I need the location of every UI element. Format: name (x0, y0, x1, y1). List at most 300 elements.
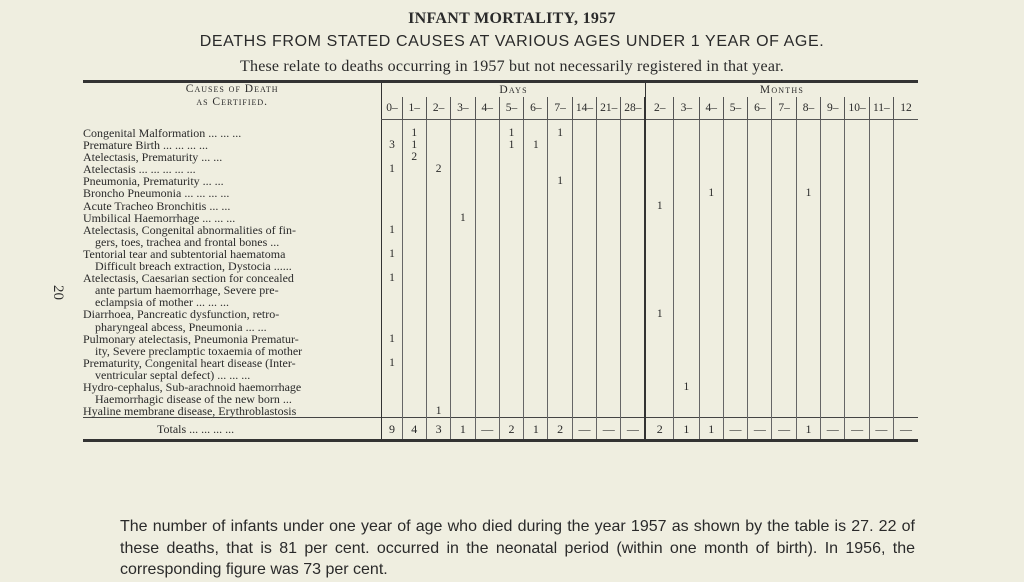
death-count-cell (572, 248, 596, 272)
death-count-cell (845, 224, 869, 248)
spacer-cell (894, 120, 918, 128)
death-count-cell (748, 200, 772, 212)
death-count-cell (524, 212, 548, 224)
day-column-header: 3– (451, 97, 475, 120)
death-count-cell (524, 381, 548, 405)
total-cell: — (621, 418, 645, 441)
cause-line: ventricular septal defect) ... ... ... (95, 367, 251, 382)
death-count-cell: 1 (382, 272, 402, 308)
death-count-cell (597, 200, 621, 212)
death-count-cell (548, 248, 572, 272)
total-cell: 1 (699, 418, 723, 441)
cause-line: Premature Birth ... ... ... ... (83, 138, 208, 153)
death-count-cell (869, 381, 893, 405)
death-count-cell (869, 248, 893, 272)
death-count-cell (674, 272, 699, 308)
death-count-cell (402, 163, 426, 175)
death-count-cell (645, 212, 673, 224)
death-count-cell (869, 151, 893, 163)
death-count-cell (821, 175, 845, 187)
death-count-cell (475, 272, 499, 308)
death-count-cell (796, 405, 820, 418)
death-count-cell (869, 212, 893, 224)
total-cell: 2 (548, 418, 572, 441)
death-count-cell: 1 (426, 405, 450, 418)
table-row (83, 272, 918, 308)
death-count-cell (748, 248, 772, 272)
death-count-cell (621, 187, 645, 199)
cause-of-death (83, 200, 382, 212)
death-count-cell (772, 212, 796, 224)
death-count-cell (499, 248, 523, 272)
total-cell: — (475, 418, 499, 441)
death-count-cell (748, 308, 772, 332)
death-count-cell (894, 212, 918, 224)
death-count-cell (499, 224, 523, 248)
cause-line: Prematurity, Congenital heart disease (Inter- (83, 355, 296, 370)
death-count-cell (475, 308, 499, 332)
death-count-cell (499, 308, 523, 332)
death-count-cell: 1 (645, 200, 673, 212)
death-count-cell (499, 212, 523, 224)
death-count-cell (772, 405, 796, 418)
death-count-cell (597, 187, 621, 199)
death-count-cell (597, 212, 621, 224)
death-count-cell (772, 357, 796, 381)
conclusion-paragraph: The number of infants under one year of age who died during the year 1957 as shown by the table is 27. 22 of these deaths, that is 81 per cent. occurred in the neonatal period (within one month of birth). In 1956, the corresponding figure was 73 per cent. (120, 518, 915, 578)
month-column-header: 9– (821, 97, 845, 120)
death-count-cell (748, 175, 772, 187)
death-count-cell (621, 381, 645, 405)
death-count-cell (699, 163, 723, 175)
death-count-cell (451, 187, 475, 199)
death-count-cell (894, 381, 918, 405)
death-count-cell (845, 127, 869, 139)
cause-line: Tentorial tear and subtentorial haematoma (83, 246, 286, 261)
death-count-cell (475, 381, 499, 405)
death-count-cell (869, 127, 893, 139)
month-column-header: 7– (772, 97, 796, 120)
death-count-cell: 1 (499, 127, 523, 139)
total-cell: — (772, 418, 796, 441)
death-count-cell (597, 151, 621, 163)
death-count-cell (748, 127, 772, 139)
spacer-cell (674, 120, 699, 128)
death-count-cell (748, 163, 772, 175)
death-count-cell (402, 224, 426, 248)
death-count-cell (499, 333, 523, 357)
day-column-header: 21– (597, 97, 621, 120)
cause-line: Hyaline membrane disease, Erythroblastosis (83, 404, 297, 419)
death-count-cell (645, 187, 673, 199)
death-count-cell (699, 175, 723, 187)
death-count-cell (572, 381, 596, 405)
death-count-cell (674, 187, 699, 199)
death-count-cell (699, 248, 723, 272)
death-count-cell: 1 (382, 248, 402, 272)
day-column-header: 14– (572, 97, 596, 120)
death-count-cell (402, 272, 426, 308)
total-cell: 2 (645, 418, 673, 441)
death-count-cell (796, 200, 820, 212)
table-row (83, 333, 918, 357)
death-count-cell (621, 357, 645, 381)
death-count-cell (524, 151, 548, 163)
spacer-cell (426, 120, 450, 128)
death-count-cell (796, 127, 820, 139)
death-count-cell: 1 (796, 187, 820, 199)
death-count-cell (524, 308, 548, 332)
death-count-cell (621, 224, 645, 248)
month-column-header: 6– (748, 97, 772, 120)
death-count-cell (475, 248, 499, 272)
death-count-cell (894, 405, 918, 418)
death-count-cell (597, 308, 621, 332)
death-count-cell (475, 163, 499, 175)
death-count-cell (475, 405, 499, 418)
death-count-cell (674, 175, 699, 187)
month-column-header: 4– (699, 97, 723, 120)
death-count-cell (621, 200, 645, 212)
death-count-cell (845, 151, 869, 163)
death-count-cell (796, 248, 820, 272)
death-count-cell (699, 272, 723, 308)
death-count-cell (796, 381, 820, 405)
death-count-cell (674, 212, 699, 224)
death-count-cell (645, 357, 673, 381)
cause-of-death (83, 357, 382, 381)
death-count-cell: 1 (524, 139, 548, 151)
total-cell: 9 (382, 418, 402, 441)
spacer-cell (524, 120, 548, 128)
death-count-cell (524, 224, 548, 248)
death-count-cell (548, 212, 572, 224)
death-count-cell (382, 405, 402, 418)
cause-of-death (83, 187, 382, 199)
month-column-header: 10– (845, 97, 869, 120)
death-count-cell (748, 357, 772, 381)
death-count-cell (548, 187, 572, 199)
death-count-cell (499, 357, 523, 381)
death-count-cell (572, 333, 596, 357)
death-count-cell (674, 308, 699, 332)
death-count-cell (382, 151, 402, 163)
month-column-header: 8– (796, 97, 820, 120)
day-column-header: 6– (524, 97, 548, 120)
death-count-cell (699, 333, 723, 357)
death-count-cell (524, 405, 548, 418)
death-count-cell (821, 163, 845, 175)
spacer-cell (821, 120, 845, 128)
death-count-cell (548, 151, 572, 163)
spacer-cell (699, 120, 723, 128)
page-subtitle: DEATHS FROM STATED CAUSES AT VARIOUS AGES UNDER 1 YEAR OF AGE. (199, 33, 825, 50)
death-count-cell (597, 139, 621, 151)
death-count-cell (548, 357, 572, 381)
death-count-cell (524, 127, 548, 139)
death-count-cell (572, 127, 596, 139)
death-count-cell (524, 357, 548, 381)
spacer-cell (869, 120, 893, 128)
death-count-cell (821, 357, 845, 381)
death-count-cell (451, 139, 475, 151)
death-count-cell (772, 175, 796, 187)
death-count-cell (723, 248, 747, 272)
death-count-cell (723, 357, 747, 381)
death-count-cell (426, 151, 450, 163)
death-count-cell (451, 381, 475, 405)
death-count-cell (894, 175, 918, 187)
table-row (83, 212, 918, 224)
death-count-cell (723, 405, 747, 418)
death-count-cell (772, 333, 796, 357)
death-count-cell (499, 381, 523, 405)
death-count-cell (869, 308, 893, 332)
death-count-cell: 1 (402, 139, 426, 151)
spacer-cell (572, 120, 596, 128)
death-count-cell (451, 272, 475, 308)
death-count-cell (597, 163, 621, 175)
totals-label: Totals ... ... ... ... (83, 418, 382, 441)
death-count-cell (451, 151, 475, 163)
death-count-cell (572, 200, 596, 212)
death-count-cell: 1 (645, 308, 673, 332)
death-count-cell (402, 200, 426, 212)
cause-line: Hydro-cephalus, Sub-arachnoid haemorrhage (83, 379, 302, 394)
death-count-cell (402, 212, 426, 224)
death-count-cell (845, 163, 869, 175)
total-cell: — (572, 418, 596, 441)
death-count-cell (548, 200, 572, 212)
death-count-cell (674, 405, 699, 418)
death-count-cell (597, 272, 621, 308)
table-row (83, 405, 918, 418)
death-count-cell (845, 248, 869, 272)
death-count-cell (894, 163, 918, 175)
death-count-cell (674, 163, 699, 175)
death-count-cell (699, 308, 723, 332)
death-count-cell (548, 405, 572, 418)
death-count-cell (499, 200, 523, 212)
total-cell: — (821, 418, 845, 441)
death-count-cell (821, 212, 845, 224)
death-count-cell (821, 248, 845, 272)
death-count-cell (426, 224, 450, 248)
death-count-cell (748, 333, 772, 357)
day-column-header: 0– (382, 97, 402, 120)
death-count-cell (524, 200, 548, 212)
spacer-cell (475, 120, 499, 128)
death-count-cell: 1 (499, 139, 523, 151)
death-count-cell (572, 405, 596, 418)
death-count-cell (772, 163, 796, 175)
death-count-cell (645, 127, 673, 139)
death-count-cell (821, 151, 845, 163)
death-count-cell (869, 357, 893, 381)
day-column-header: 1– (402, 97, 426, 120)
cause-line: pharyngeal abcess, Pneumonia ... ... (95, 319, 267, 334)
death-count-cell: 1 (382, 333, 402, 357)
death-count-cell (548, 333, 572, 357)
cause-line: Pulmonary atelectasis, Pneumonia Prematur- (83, 331, 299, 346)
death-count-cell (723, 187, 747, 199)
death-count-cell (402, 308, 426, 332)
death-count-cell (426, 272, 450, 308)
death-count-cell (451, 405, 475, 418)
totals-row (83, 418, 918, 441)
death-count-cell (548, 139, 572, 151)
death-count-cell (821, 200, 845, 212)
death-count-cell (645, 224, 673, 248)
cause-line: ante partum haemorrhage, Severe pre- (95, 283, 279, 298)
death-count-cell (674, 333, 699, 357)
death-count-cell (451, 224, 475, 248)
cause-line: ity, Severe preclamptic toxaemia of mother (95, 343, 303, 358)
death-count-cell (426, 248, 450, 272)
death-count-cell (723, 127, 747, 139)
death-count-cell (572, 151, 596, 163)
total-cell: 3 (426, 418, 450, 441)
death-count-cell (645, 151, 673, 163)
death-count-cell (451, 333, 475, 357)
death-count-cell (499, 272, 523, 308)
death-count-cell (723, 212, 747, 224)
death-count-cell (597, 248, 621, 272)
page-number: 20 (50, 285, 66, 300)
death-count-cell (821, 381, 845, 405)
total-cell: — (597, 418, 621, 441)
table-row (83, 357, 918, 381)
death-count-cell (382, 200, 402, 212)
death-count-cell (426, 212, 450, 224)
table-row (83, 151, 918, 163)
death-count-cell (796, 272, 820, 308)
death-count-cell (597, 224, 621, 248)
death-count-cell (674, 357, 699, 381)
death-count-cell (621, 308, 645, 332)
death-count-cell (475, 333, 499, 357)
death-count-cell (645, 405, 673, 418)
death-count-cell (475, 175, 499, 187)
death-count-cell (796, 357, 820, 381)
death-count-cell (894, 308, 918, 332)
death-count-cell (645, 381, 673, 405)
death-count-cell (723, 333, 747, 357)
cause-of-death (83, 405, 382, 418)
death-count-cell (499, 405, 523, 418)
death-count-cell (674, 139, 699, 151)
total-cell: 1 (524, 418, 548, 441)
death-count-cell (475, 357, 499, 381)
day-column-header: 4– (475, 97, 499, 120)
death-count-cell (845, 212, 869, 224)
death-count-cell: 2 (426, 163, 450, 175)
death-count-cell (894, 333, 918, 357)
death-count-cell (869, 405, 893, 418)
death-count-cell (674, 248, 699, 272)
death-count-cell (845, 187, 869, 199)
causes-column-header (83, 82, 382, 120)
spacer-cell (621, 120, 645, 128)
death-count-cell (845, 308, 869, 332)
page-title: INFANT MORTALITY, 1957 (408, 10, 616, 27)
day-column-header: 2– (426, 97, 450, 120)
death-count-cell (475, 212, 499, 224)
death-count-cell (699, 357, 723, 381)
death-count-cell (621, 139, 645, 151)
death-count-cell (426, 308, 450, 332)
death-count-cell (772, 224, 796, 248)
cause-of-death (83, 381, 382, 405)
death-count-cell (869, 272, 893, 308)
death-count-cell (475, 151, 499, 163)
death-count-cell (796, 139, 820, 151)
death-count-cell (524, 187, 548, 199)
death-count-cell (621, 151, 645, 163)
table-note: These relate to deaths occurring in 1957 but not necessarily registered in that year. (240, 58, 784, 75)
death-count-cell (674, 200, 699, 212)
death-count-cell (475, 127, 499, 139)
death-count-cell (426, 200, 450, 212)
death-count-cell (894, 224, 918, 248)
death-count-cell (475, 224, 499, 248)
total-cell: — (845, 418, 869, 441)
death-count-cell (597, 333, 621, 357)
death-count-cell (748, 272, 772, 308)
death-count-cell (548, 381, 572, 405)
death-count-cell (621, 163, 645, 175)
death-count-cell (772, 200, 796, 212)
death-count-cell (723, 151, 747, 163)
death-count-cell: 1 (548, 175, 572, 187)
death-count-cell (821, 224, 845, 248)
death-count-cell (572, 187, 596, 199)
death-count-cell (402, 357, 426, 381)
death-count-cell (748, 405, 772, 418)
death-count-cell (723, 381, 747, 405)
death-count-cell (621, 333, 645, 357)
death-count-cell (475, 200, 499, 212)
total-cell: — (723, 418, 747, 441)
table-row (83, 308, 918, 332)
death-count-cell (524, 175, 548, 187)
death-count-cell (645, 139, 673, 151)
cause-of-death (83, 333, 382, 357)
death-count-cell (748, 151, 772, 163)
death-count-cell (645, 175, 673, 187)
spacer-cell (597, 120, 621, 128)
death-count-cell (572, 272, 596, 308)
total-cell: 1 (796, 418, 820, 441)
death-count-cell (845, 357, 869, 381)
cause-of-death (83, 308, 382, 332)
cause-line: Broncho Pneumonia ... ... ... ... (83, 186, 230, 201)
death-count-cell (499, 187, 523, 199)
death-count-cell (572, 212, 596, 224)
table-row (83, 187, 918, 199)
cause-line: Difficult breach extraction, Dystocia ...... (95, 259, 292, 274)
death-count-cell (426, 139, 450, 151)
death-count-cell (674, 127, 699, 139)
death-count-cell (674, 224, 699, 248)
death-count-cell (821, 139, 845, 151)
cause-line: Pneumonia, Prematurity ... ... (83, 174, 224, 189)
death-count-cell (382, 187, 402, 199)
day-column-header: 5– (499, 97, 523, 120)
death-count-cell (572, 224, 596, 248)
death-count-cell (572, 163, 596, 175)
spacer-cell (645, 120, 673, 128)
